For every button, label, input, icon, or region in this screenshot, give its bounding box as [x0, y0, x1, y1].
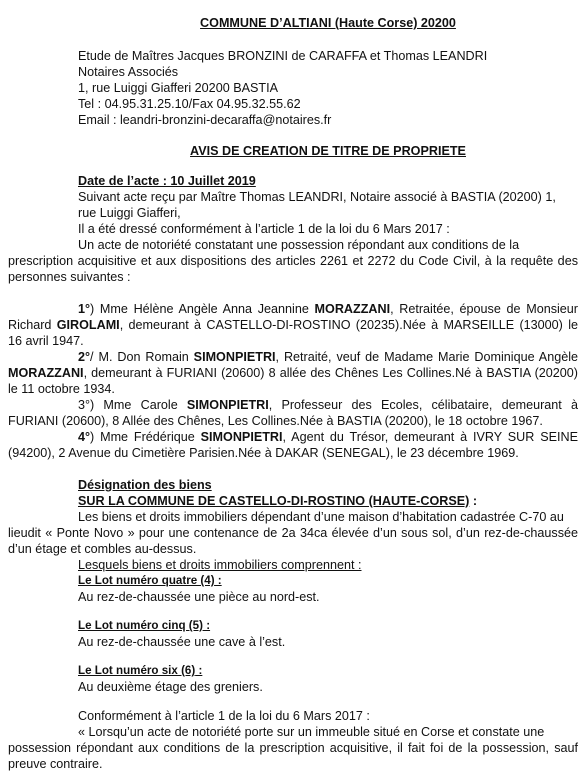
person-2-number: 2°	[78, 350, 91, 364]
designation-title: Désignation des biens	[78, 478, 212, 492]
notary-status: Notaires Associés	[78, 65, 179, 79]
person-4-number: 4°	[78, 430, 91, 444]
commune-title: COMMUNE D’ALTIANI (Haute Corse) 20200	[200, 16, 456, 30]
designation-desc-line1: Les biens et droits immobiliers dépendant d’une maison d’habitation cadastrée C-70 au	[78, 510, 564, 524]
lot-6-desc: Au deuxième étage des greniers.	[78, 680, 263, 694]
person-1-number: 1°	[78, 302, 91, 316]
act-notoriety-line2: prescription acquisitive et aux dispositions des articles 2261 et 2272 du Code Civil, à la requête des personnes suivantes :	[8, 254, 578, 284]
act-intro-line2: rue Luiggi Giafferi,	[78, 206, 181, 220]
designation-commune: SUR LA COMMUNE DE CASTELLO-DI-ROSTINO (HAUTE-CORSE) :	[78, 494, 478, 508]
person-2: 2°/ M. Don Romain SIMONPIETRI, Retraité, veuf de Madame Marie Dominique Angèle MORAZZANI, demeurant à FURIANI (20600) 8 allée des Chênes Les Collines.Né à BASTIA (20200) le 11 octobre 1934.	[8, 350, 579, 396]
lot-4-title: Le Lot numéro quatre (4) :	[78, 574, 222, 587]
lot-6-title: Le Lot numéro six (6) :	[78, 664, 203, 677]
person-3-number: 3°	[78, 398, 91, 412]
notice-title: AVIS DE CREATION DE TITRE DE PROPRIETE	[190, 144, 466, 158]
notary-address: 1, rue Luiggi Giafferi 20200 BASTIA	[78, 81, 278, 95]
lot-5-desc: Au rez-de-chaussée une cave à l’est.	[78, 635, 286, 649]
conclusion-quote-line2: possession répondant aux conditions de la prescription acquisitive, il fait foi de la possession, sauf preuve contraire.	[8, 741, 578, 771]
notary-email: Email : leandri-bronzini-decaraffa@notaires.fr	[78, 113, 332, 127]
act-date: Date de l’acte : 10 Juillet 2019	[78, 174, 256, 188]
designation-comprise: Lesquels biens et droits immobiliers comprennent :	[78, 558, 362, 572]
conclusion-quote-line1: « Lorsqu’un acte de notoriété porte sur un immeuble situé en Corse et constate une	[78, 725, 545, 739]
lot-5-title: Le Lot numéro cinq (5) :	[78, 619, 211, 632]
act-notoriety-line1: Un acte de notoriété constatant une possession répondant aux conditions de la	[78, 238, 520, 252]
person-4: 4°) Mme Frédérique SIMONPIETRI, Agent du Trésor, demeurant à IVRY SUR SEINE (94200), 2 Avenue du Cimetière Parisien.Née à DAKAR (SENEGAL), le 23 décembre 1969.	[8, 430, 578, 460]
notary-names: Etude de Maîtres Jacques BRONZINI de CARAFFA et Thomas LEANDRI	[78, 49, 488, 63]
act-intro-line1: Suivant acte reçu par Maître Thomas LEANDRI, Notaire associé à BASTIA (20200) 1,	[78, 190, 556, 204]
notary-phone: Tel : 04.95.31.25.10/Fax 04.95.32.55.62	[78, 97, 301, 111]
person-3: 3°) Mme Carole SIMONPIETRI, Professeur des Ecoles, célibataire, demeurant à FURIANI (20600), 8 Allée des Chênes, Les Collines.Née à BASTIA (20200), le 18 octobre 1967.	[8, 398, 578, 428]
conclusion-legal-basis: Conformément à l’article 1 de la loi du 6 Mars 2017 :	[78, 709, 370, 723]
designation-desc-line2: lieudit « Ponte Novo » pour une contenance de 2a 34ca élevée d’un sous sol, d’un rez-de-chaussée d’un étage et combles au-dessus.	[8, 526, 578, 556]
notary-office-block	[78, 48, 578, 128]
person-1: 1°) Mme Hélène Angèle Anna Jeannine MORAZZANI, Retraitée, épouse de Monsieur Richard GIROLAMI, demeurant à CASTELLO-DI-ROSTINO (20235).Née à MARSEILLE (13000) le 16 avril 1947.	[8, 302, 579, 348]
act-legal-basis: Il a été dressé conformément à l’article 1 de la loi du 6 Mars 2017 :	[78, 222, 450, 236]
lot-4-desc: Au rez-de-chaussée une pièce au nord-est.	[78, 590, 320, 604]
